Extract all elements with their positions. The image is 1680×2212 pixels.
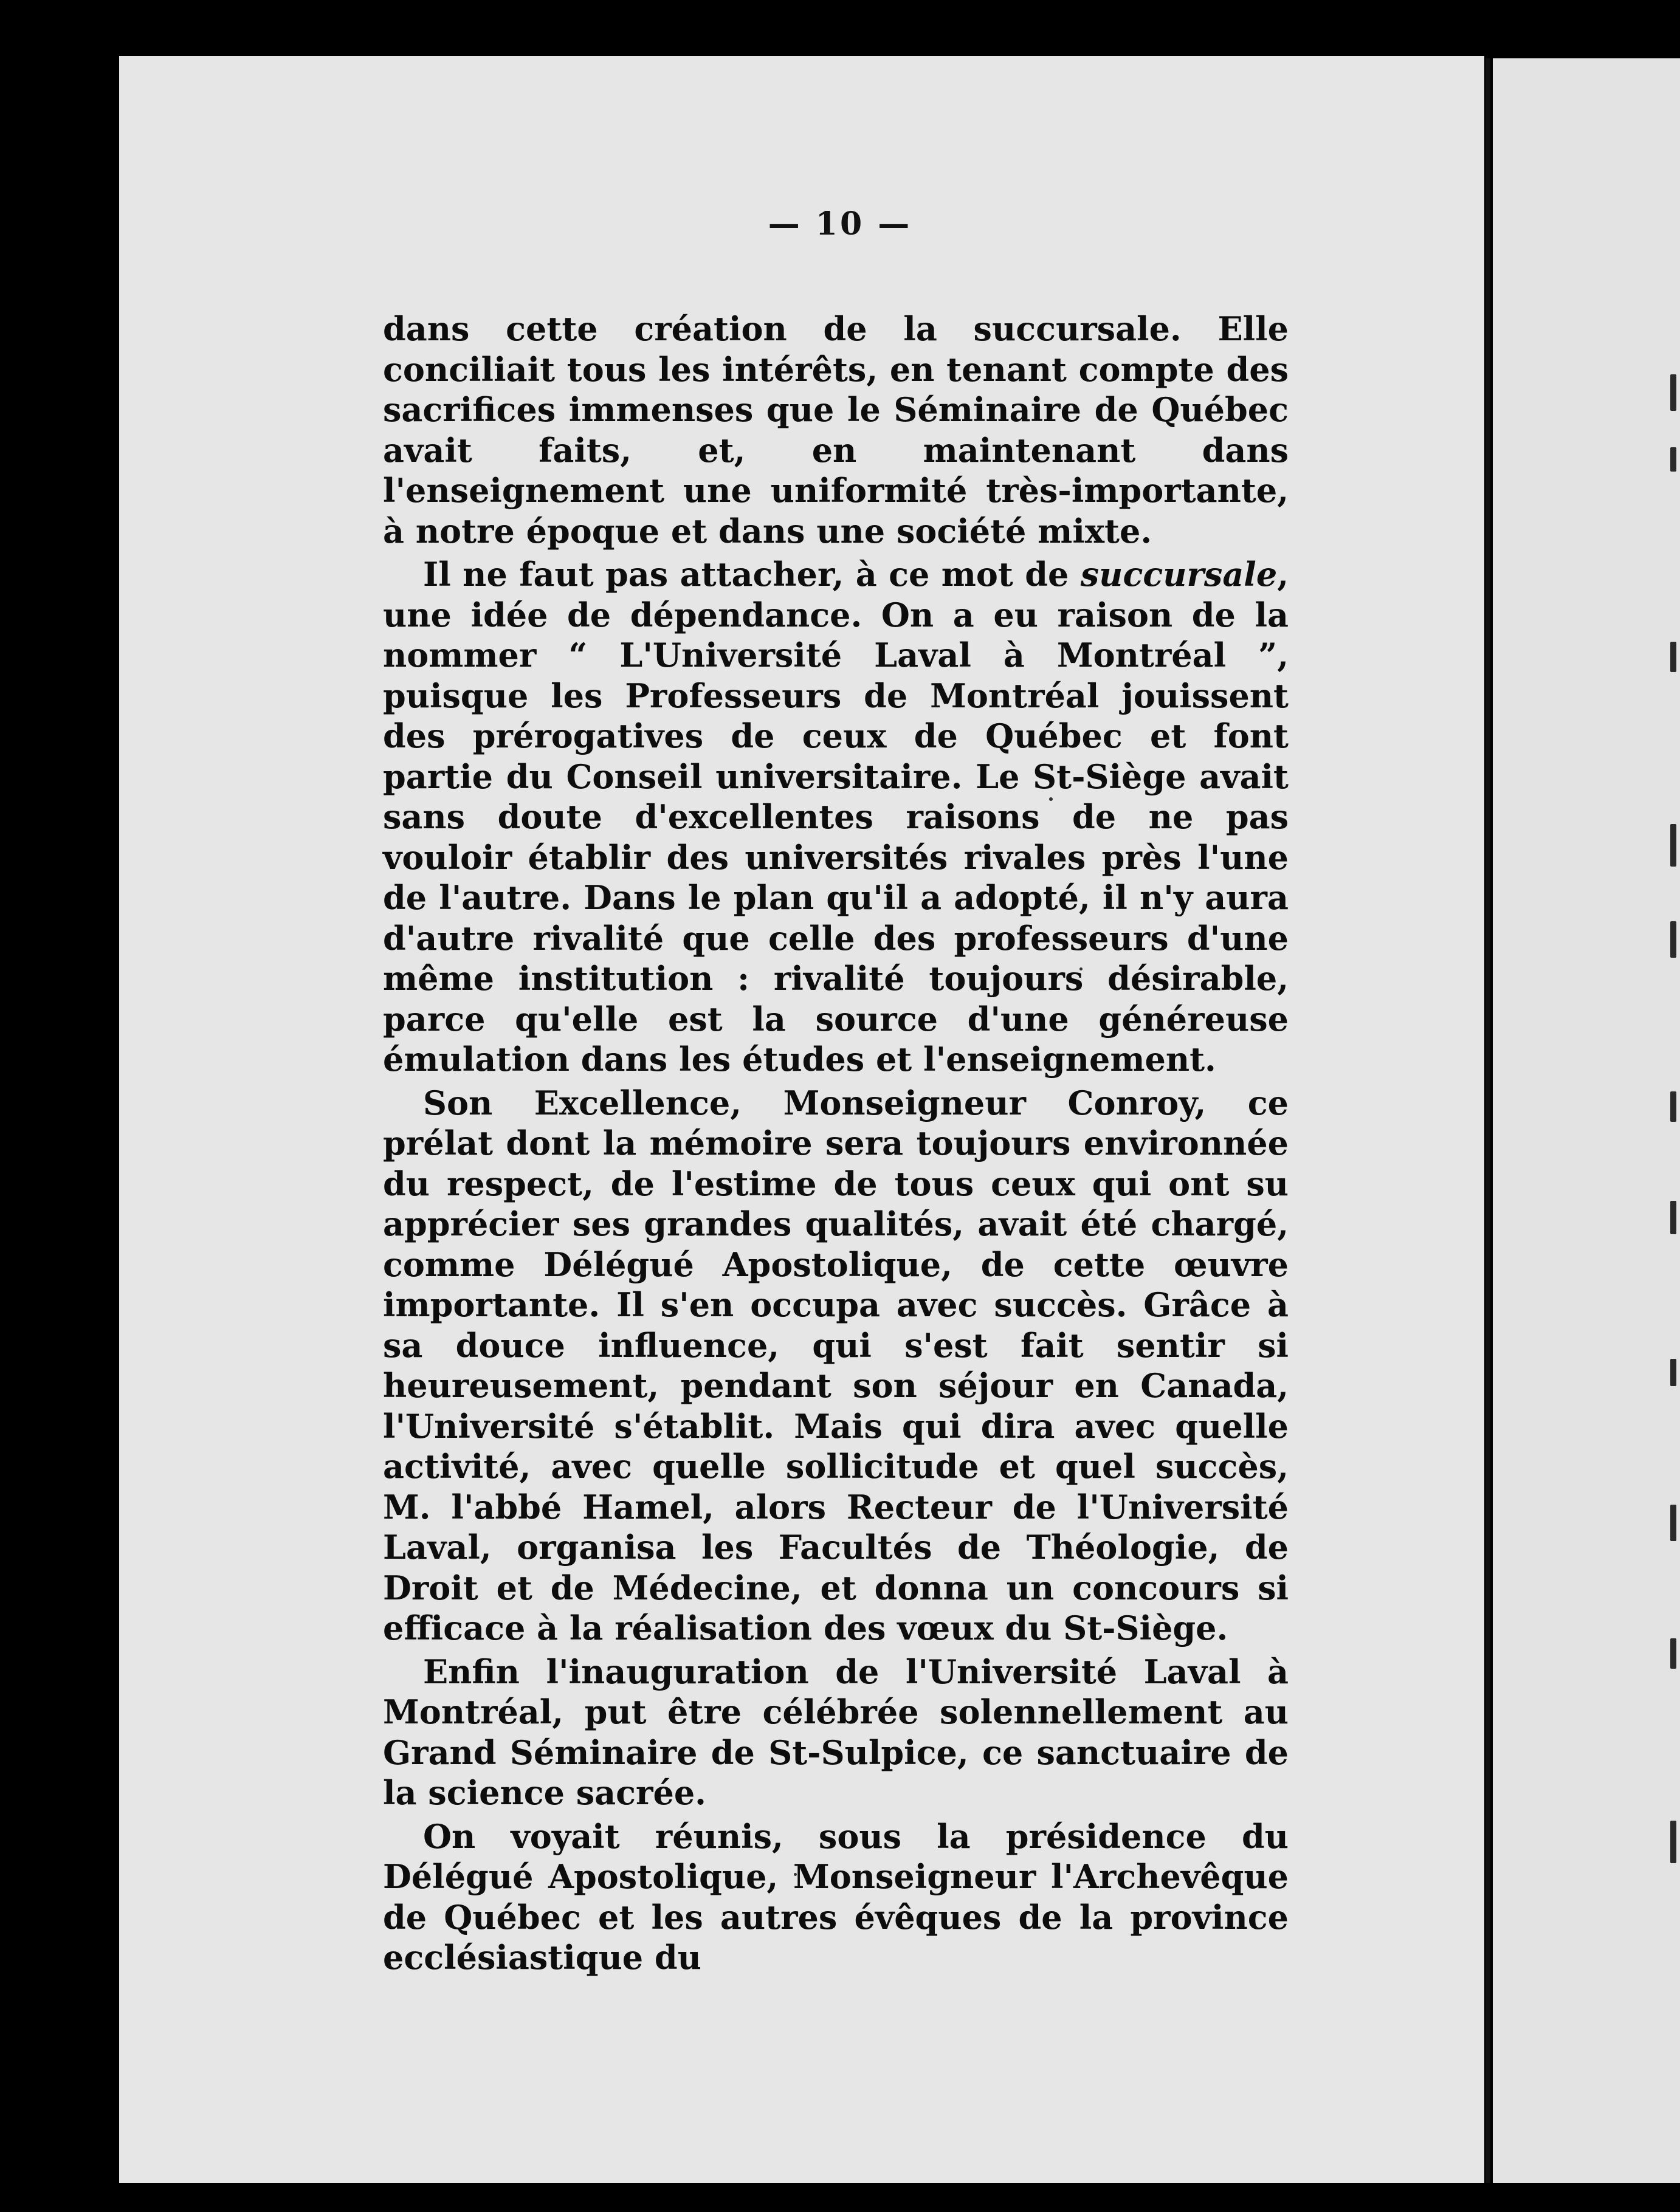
facing-page-glyph-fragment: [1670, 374, 1676, 411]
facing-page-glyph-fragment: [1670, 447, 1676, 472]
paragraph: On voyait réunis, sous la présidence du Délégué Apostolique, Monseigneur l'Archevêque de Québec et les autres évêques de la province ecclésiastique du: [383, 1816, 1289, 1977]
facing-page-glyph-fragment: [1670, 1821, 1676, 1863]
paragraph-text: Il ne faut pas attacher, à ce mot de: [423, 555, 1081, 594]
facing-page-glyph-fragment: [1670, 1201, 1676, 1234]
page-gutter: [1485, 58, 1490, 2183]
paragraph: Son Excellence, Monseigneur Conroy, ce prélat dont la mémoire sera toujours environnée du respect, de l'estime de tous ceux qui ont su apprécier ses grandes qualités, avait été chargé, comme Délégué Apostolique, de cette œuvre importante. Il s'en occupa avec succès. Grâce à sa douce influence, qui s'est fait sentir si heureusement, pendant son séjour en Canada, l'Université s'établit. Mais qui dira avec quelle activité, avec quelle sollicitude et quel succès, M. l'abbé Hamel, alors Recteur de l'Université Laval, organisa les Facultés de Théologie, de Droit et de Médecine, et donna un concours si efficace à la réalisation des vœux du St-Siège.: [383, 1083, 1289, 1647]
facing-page-edge: [1493, 58, 1680, 2183]
paragraph: [383, 554, 1289, 1080]
facing-page-glyph-fragment: [1670, 1505, 1676, 1541]
facing-page-glyph-fragment: [1670, 642, 1676, 672]
facing-page-glyph-fragment: [1670, 824, 1676, 867]
page-number: — 10 —: [768, 205, 912, 242]
facing-page-glyph-fragment: [1670, 921, 1676, 958]
paragraph: Enfin l'inauguration de l'Université Laval à Montréal, put être célébrée solennellement au Grand Séminaire de St-Sulpice, ce sanctuaire de la science sacrée.: [383, 1652, 1289, 1812]
paragraph-text: , une idée de dépendance. On a eu raison de la nommer “ L'Université Laval à Montréal ”, puisque les Professeurs de Montréal jouissent des prérogatives de ceux de Québec et font partie du Conseil universitaire. Le St-Siège avait sans doute d'excellentes raisons de ne pas vouloir établir des universités rivales près l'une de l'autre. Dans le plan qu'il a adopté, il n'y aura d'autre rivalité que celle des professeurs d'une même institution : rivalité toujours désirable, parce qu'elle est la source d'une généreuse émulation dans les études et l'enseignement.: [383, 555, 1289, 1079]
facing-page-glyph-fragment: [1670, 1359, 1676, 1386]
emphasized-term: succursale: [1080, 555, 1278, 594]
facing-page-glyph-fragment: [1670, 1638, 1676, 1669]
body-text: [383, 309, 1289, 1981]
facing-page-glyph-fragment: [1670, 1091, 1676, 1122]
paragraph: dans cette création de la succursale. Elle conciliait tous les intérêts, en tenant compte des sacrifices immenses que le Séminaire de Québec avait faits, et, en maintenant dans l'enseignement une uniformité très-importante, à notre époque et dans une société mixte.: [383, 309, 1289, 551]
